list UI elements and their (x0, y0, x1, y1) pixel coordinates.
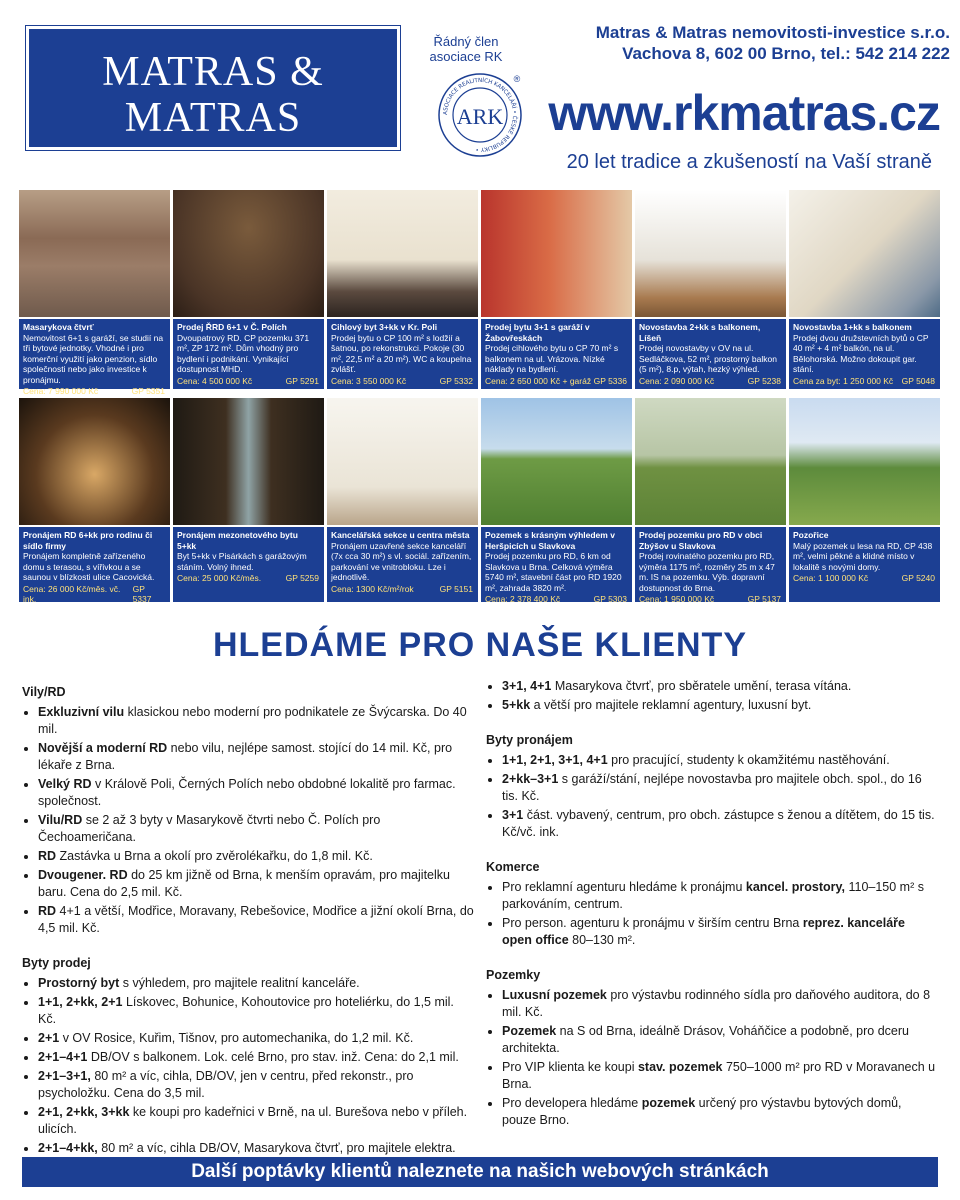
logo-title: MATRAS & MATRAS (102, 49, 324, 141)
listing-code: GP 5336 (593, 375, 627, 386)
listing-text: Prodej dvou družstevních bytů o CP 40 m² + 4 m² balkón, na ul. Bělohorská. Možno dokoupit gar. stání. (793, 332, 929, 374)
listing-text: Prodej novostavby v OV na ul. Sedláčkova, 52 m², prostorný balkon (5 m²), 8.p, výtah, hezký výhled. (639, 343, 777, 374)
listing-info (19, 527, 170, 602)
listing-price: Cena: 3 550 000 Kč (331, 375, 407, 386)
photo-bar[interactable] (19, 398, 170, 525)
demand-list (486, 987, 938, 1129)
listing-info (635, 319, 786, 389)
listing-info (635, 527, 786, 602)
demand-item-text: 4+1 a větší, Modřice, Moravany, Rebešovice, Modřice a jižní okolí Brna, do 4,5 mil. Kč. (38, 904, 474, 935)
listing-code: GP 5303 (593, 594, 627, 604)
photo-meadow[interactable] (635, 398, 786, 525)
demand-item-text: s výhledem, pro majitele realitní kanceláře. (119, 976, 360, 990)
listing-price-line (639, 376, 781, 387)
listing-title: Cihlový byt 3+kk v Kr. Poli (331, 322, 438, 332)
demand-item-text: DB/OV s balkonem. Lok. celé Brno, pro stav. inž. Cena: do 2,1 mil. (87, 1050, 459, 1064)
listing-title: Pozemek s krásným výhledem v Heršpicích u Slavkova (485, 530, 615, 551)
demand-item-highlight: 3+1, 4+1 (502, 679, 552, 693)
demand-item-highlight: Pozemek (502, 1024, 557, 1038)
logo-subtitle: realitní kancelář (125, 145, 301, 175)
category-heading: Komerce (486, 860, 540, 874)
registered-mark: ® (513, 74, 521, 84)
demand-list (486, 752, 938, 841)
listing-code: GP 5240 (901, 573, 935, 583)
listing-price: Cena: 7 990 000 Kč (23, 386, 99, 396)
listing-title: Pronájem RD 6+kk pro rodinu či sídlo firmy (23, 530, 153, 551)
listing-info (327, 319, 478, 389)
demand-item (38, 975, 474, 992)
photo-office[interactable] (327, 398, 478, 525)
membership-line-1: Řádný člen (433, 34, 499, 49)
listing-info (481, 319, 632, 389)
demand-item-text: a větší pro majitele reklamní agentury, luxusní byt. (530, 698, 812, 712)
demand-list (486, 879, 938, 949)
listings-row-1 (19, 190, 943, 396)
demand-item-text: Pro developera hledáme (502, 1096, 642, 1110)
listing-price: Cena: 1 100 000 Kč (793, 573, 869, 583)
demand-item-text: do 25 km jižně od Brna, k menším opravám, pro majitelku baru. Cena do 2,5 mil. Kč. (38, 868, 450, 899)
demand-item (38, 1104, 474, 1138)
ark-association-seal-icon (437, 72, 523, 158)
company-name: Matras & Matras nemovitosti-investice s.r.o. (595, 23, 950, 42)
demand-item-text: Masarykova čtvrť, pro sběratele umění, terasa vítána. (551, 679, 852, 693)
demand-item-text: na S od Brna, ideálně Drásov, Voháňčice a podobně, pro dceru architekta. (502, 1024, 909, 1055)
demand-item-highlight: Luxusní pozemek (502, 988, 607, 1002)
demand-item (502, 697, 938, 714)
demand-item-highlight: Dvougener. RD (38, 868, 128, 882)
demand-item-highlight: reprez. kanceláře open office (502, 916, 905, 947)
demand-column-left (22, 678, 474, 1176)
listing-info (481, 527, 632, 602)
demand-item-highlight: 2+1, 2+kk, 3+kk (38, 1105, 130, 1119)
listing-card[interactable] (789, 190, 940, 389)
listing-card[interactable] (635, 190, 786, 389)
demand-item-highlight: Exkluzivní vilu (38, 705, 125, 719)
category-heading: Byty pronájem (486, 733, 573, 747)
listing-title: Kancelářská sekce u centra města (331, 530, 470, 540)
listing-price: Cena za byt: 1 250 000 Kč (793, 375, 894, 386)
demand-item-highlight: RD (38, 904, 57, 918)
demand-item (502, 1059, 938, 1093)
listing-text: Pronájem kompletně zařízeného domu s terasou, s vířivkou a se saunou v blízkosti ulice Cacovická. (23, 551, 155, 582)
listing-code: GP 5048 (901, 375, 935, 386)
company-contact (540, 22, 950, 64)
listing-card[interactable] (481, 190, 632, 389)
listing-price-line (177, 376, 319, 387)
demand-item-highlight: 2+1 (38, 1031, 60, 1045)
demand-item-text: v Králově Poli, Černých Polích nebo obdobné lokalitě pro farmac. společnost. (38, 777, 456, 808)
photo-interior-room[interactable] (173, 190, 324, 317)
listing-price-line (23, 386, 165, 397)
demand-item (38, 848, 474, 865)
listing-price: Cena: 4 500 000 Kč (177, 375, 253, 386)
listing-price-line (331, 584, 473, 595)
demand-item (502, 771, 938, 805)
listing-price-line (793, 573, 935, 584)
listing-price: Cena: 26 000 Kč/měs. vč. ink. (23, 583, 121, 604)
listings-row-2 (19, 398, 943, 602)
demand-item (502, 752, 938, 769)
category-heading: Vily/RD (22, 685, 66, 699)
demand-item-highlight: 2+1–3+1, (38, 1069, 91, 1083)
photo-field[interactable] (481, 398, 632, 525)
demand-item-highlight: 5+kk (502, 698, 531, 712)
category-heading: Byty prodej (22, 956, 91, 970)
demand-item-text: pro výstavbu rodinného sídla pro daňového auditora, do 8 mil. Kč. (502, 988, 931, 1019)
listing-code: GP 5332 (439, 375, 473, 386)
listing-code: GP 5238 (747, 375, 781, 386)
demand-item-highlight: 2+1–4+1 (38, 1050, 88, 1064)
listing-title: Pozořice (793, 530, 829, 540)
photo-red-room[interactable] (481, 190, 632, 317)
tagline: 20 let tradice a zkušeností na Vaší straně (566, 151, 932, 173)
membership-label (424, 34, 508, 64)
demand-item-highlight: 3+1 (502, 808, 524, 822)
listing-code: GP 5337 (132, 583, 152, 604)
demand-item-text: v OV Rosice, Kuřim, Tišnov, pro automechanika, do 1,2 mil. Kč. (59, 1031, 414, 1045)
demand-item-text: se 2 až 3 byty v Masarykově čtvrti nebo Č. Polích pro Čechoameričana. (38, 813, 381, 844)
demand-item-highlight: Novější a moderní RD (38, 741, 168, 755)
demand-item (38, 812, 474, 846)
photo-living-room[interactable] (327, 190, 478, 317)
company-logo[interactable] (26, 26, 400, 175)
demand-item-highlight: Vilu/RD (38, 813, 83, 827)
demand-list (22, 704, 474, 937)
demand-column-right (486, 678, 938, 1131)
demand-item (502, 1095, 938, 1129)
demand-item-text: 80–130 m². (568, 933, 636, 947)
demand-item-text: Pro VIP klienta ke koupi (502, 1060, 638, 1074)
demand-item-highlight: 2+kk–3+1 (502, 772, 559, 786)
demand-item (38, 1068, 474, 1102)
demand-item-text: 80 m² a víc, cihla, DB/OV, jen v centru, před rekonstr., pro psycholožku. Cena do 3,5 mil. (38, 1069, 414, 1100)
ark-letters: ARK (456, 104, 504, 129)
demand-item-text: s garáží/stání, nejlépe novostavba pro majitele obch. spol., do 16 tis. Kč. (502, 772, 922, 803)
demand-item (502, 807, 938, 841)
listing-price: Cena: 1 950 000 Kč (639, 594, 715, 604)
listing-title: Novostavba 2+kk s balkonem, Líšeň (639, 322, 761, 343)
listing-text: Nemovitost 6+1 s garáží, se studií na tři bytové jednotky. Vhodné i pro komerční využití jako penzion, sídlo společnosti nebo jako investice k pronájmu. (23, 332, 164, 385)
listing-text: Prodej bytu o CP 100 m² s lodžií a šatnou, po rekonstrukci. Pokoje (30 m², 22,5 m² a 20 m²). WC a koupelna zvlášť. (331, 332, 472, 374)
photo-window-room[interactable] (173, 398, 324, 525)
demand-item-highlight: stav. pozemek (637, 1060, 723, 1074)
listing-card[interactable] (173, 398, 324, 602)
listing-price-line (485, 376, 627, 387)
listing-title: Prodej pozemku pro RD v obci Zbýšov u Slavkova (639, 530, 763, 551)
demand-list (486, 678, 938, 714)
demand-item-highlight: Prostorný byt (38, 976, 120, 990)
listing-title: Prodej bytu 3+1 s garáží v Žabovřeskách (485, 322, 590, 343)
listing-text: Prodej cihlového bytu o CP 70 m² s balkonem na ul. Vrázova. Nízké náklady na bydlení. (485, 343, 619, 374)
listing-card[interactable] (327, 190, 478, 389)
listing-text: Malý pozemek u lesa na RD, CP 438 m², velmi pěkné a klidné místo v lokalitě s novými domy. (793, 540, 933, 572)
demand-item-text: ke koupi pro kadeřnici v Brně, na ul. Burešova nebo v příleh. ulicích. (38, 1105, 468, 1136)
listing-price-line (639, 594, 781, 605)
demand-list (22, 975, 474, 1174)
demand-item-text: 80 m² a víc, cihla DB/OV, Masarykova čtvrť, pro majitele elektra. (101, 1141, 456, 1155)
demand-item-text: 750–1000 m² pro RD v Moravanech u Brna. (502, 1060, 936, 1091)
demand-item-text: nebo vilu, nejlépe samost. stojící do 14 mil. Kč, pro lékaře z Brna. (38, 741, 453, 772)
photo-attic-room[interactable] (789, 190, 940, 317)
demand-item (38, 776, 474, 810)
listing-card[interactable] (19, 190, 170, 396)
demand-item-text: část. vybavený, centrum, pro obch. zástupce s ženou a dítětem, do 15 tis. Kč/vč. ink. (502, 808, 935, 839)
demand-item-text: určený pro výstavbu bytových domů, pouze Brno. (502, 1096, 902, 1127)
listing-info (173, 527, 324, 602)
demand-item-highlight: 2+1–4+kk, (38, 1141, 98, 1155)
demand-item (38, 1049, 474, 1066)
listing-price: Cena: 25 000 Kč/měs. (177, 573, 262, 583)
listing-title: Masarykova čtvrť (23, 322, 94, 332)
listing-info (173, 319, 324, 389)
demand-item (502, 678, 938, 695)
listing-price: Cena: 2 378 400 Kč (485, 594, 561, 604)
demand-item (38, 994, 474, 1028)
listing-price-line (331, 376, 473, 387)
demand-item-text: Pro person. agenturu k pronájmu v širším centru Brna (502, 916, 803, 930)
footer-banner[interactable]: Další poptávky klientů naleznete na našich webových stránkách (22, 1157, 938, 1187)
photo-house-facade[interactable] (19, 190, 170, 317)
listing-info (789, 527, 940, 602)
demand-item-highlight: pozemek (641, 1096, 696, 1110)
listing-title: Prodej ŘRD 6+1 v Č. Polích (177, 322, 287, 332)
listing-price: Cena: 1300 Kč/m²/rok (331, 583, 414, 594)
listing-price-line (177, 573, 319, 584)
demand-item (38, 704, 474, 738)
listing-title: Pronájem mezonetového bytu 5+kk (177, 530, 298, 551)
listing-card[interactable] (327, 398, 478, 602)
demand-item-highlight: 1+1, 2+1, 3+1, 4+1 (502, 753, 608, 767)
listing-card[interactable] (19, 398, 170, 602)
listing-text: Prodej rovinatého pozemku pro RD, výměra 1175 m², rozměry 25 m x 47 m. IS na pozemku. Výb. dopravní dostupnost do Brna. (639, 551, 775, 593)
demand-item-text: Lískovec, Bohunice, Kohoutovice pro hoteliérku, do 1,5 mil. Kč. (38, 995, 454, 1026)
listing-price-line (23, 584, 165, 605)
listing-info (789, 319, 940, 389)
demand-item-highlight: kancel. prostory, (745, 880, 845, 894)
listing-text: Dvoupatrový RD. CP pozemku 371 m², ZP 172 m². Dům vhodný pro bydlení i podnikání. Vynikající dostupnost MHD. (177, 332, 310, 374)
demand-item (502, 915, 938, 949)
listing-code: GP 5259 (285, 573, 319, 583)
listing-code: GP 5351 (131, 386, 165, 396)
listing-price-line (793, 376, 935, 387)
listing-title: Novostavba 1+kk s balkonem (793, 322, 912, 332)
demand-item-highlight: RD (38, 849, 57, 863)
listing-price: Cena: 2 650 000 Kč + garáž (485, 375, 592, 386)
listing-card[interactable] (635, 398, 786, 602)
demand-item-text: klasickou nebo moderní pro podnikatele ze Švýcarska. Do 40 mil. (38, 705, 467, 736)
listing-code: GP 5137 (747, 594, 781, 604)
demand-item-text: Pro reklamní agenturu hledáme k pronájmu (502, 880, 746, 894)
ark-ring-text: ASOCIACE REALITNÍCH KANCELÁŘÍ • ČESKÉ REPUBLIKY • (442, 77, 518, 153)
demand-item-highlight: 1+1, 2+kk, 2+1 (38, 995, 123, 1009)
demand-item (502, 879, 938, 913)
listing-price-line (485, 594, 627, 605)
demand-item (38, 740, 474, 774)
listing-card[interactable] (481, 398, 632, 602)
listing-code: GP 5291 (285, 375, 319, 386)
demand-item-highlight: Velký RD (38, 777, 92, 791)
listing-text: Byt 5+kk v Pisárkách s garážovým stáním. Volný ihned. (177, 551, 307, 572)
demand-item-text: pro pracující, studenty k okamžitému nastěhování. (607, 753, 890, 767)
listing-price: Cena: 2 090 000 Kč (639, 375, 715, 386)
demand-item (502, 987, 938, 1021)
membership-line-2: asociace RK (429, 49, 503, 64)
demand-item (38, 867, 474, 901)
demand-item (502, 1023, 938, 1057)
demand-item-text: Zastávka u Brna a okolí pro zvěrolékařku, do 1,8 mil. Kč. (56, 849, 373, 863)
listing-info (19, 319, 170, 396)
demand-item (38, 903, 474, 937)
photo-kitchen[interactable] (635, 190, 786, 317)
photo-trees[interactable] (789, 398, 940, 525)
listing-card[interactable] (173, 190, 324, 389)
section-title: HLEDÁME PRO NAŠE KLIENTY (212, 626, 748, 664)
listing-card[interactable] (789, 398, 940, 602)
listing-info (327, 527, 478, 602)
listing-code: GP 5151 (439, 583, 473, 594)
header (0, 0, 960, 186)
listing-text: Prodej pozemku pro RD, 6 km od Slavkova u Brna. Celková výměra 5740 m², stavební část pro RD 1920 m², zahrada 3820 m². (485, 551, 622, 593)
demand-item-text: 110–150 m² s parkováním, centrum. (502, 880, 924, 911)
website-link[interactable]: www.rkmatras.cz (548, 85, 940, 141)
category-heading: Pozemky (486, 968, 541, 982)
demand-item (38, 1030, 474, 1047)
company-address: Vachova 8, 602 00 Brno, tel.: 542 214 222 (622, 44, 950, 63)
listing-text: Pronájem uzavřené sekce kanceláří (7x cca 30 m²) s vl. sociál. zařízením, parkování ve vnitrobloku. Lze i jednotlivě. (331, 540, 472, 582)
